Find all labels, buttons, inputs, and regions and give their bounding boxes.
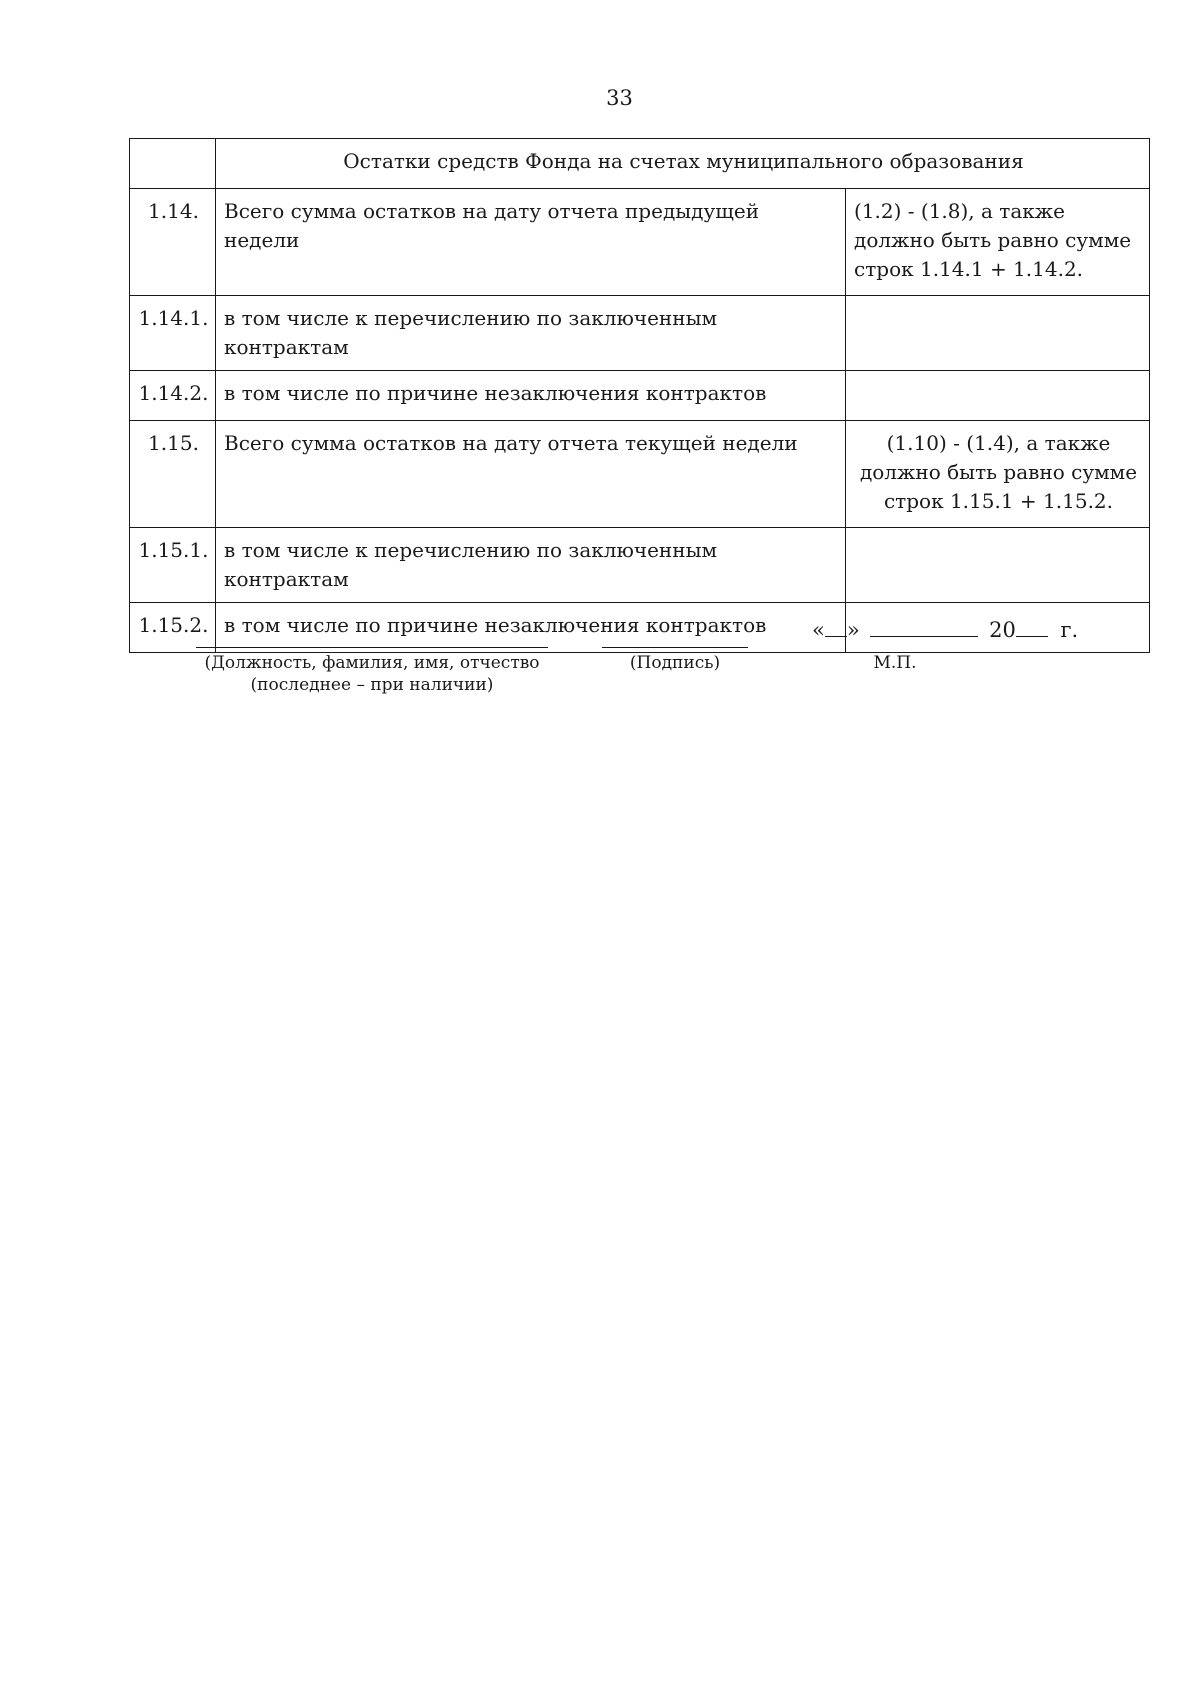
position-name-caption xyxy=(196,652,548,696)
row-number: 1.15. xyxy=(130,421,216,528)
row-number: 1.15.2. xyxy=(130,603,216,653)
table-row xyxy=(130,296,1150,371)
row-formula: (1.2) - (1.8), а также должно быть равно сумме строк 1.14.1 + 1.14.2. xyxy=(846,189,1150,296)
row-formula xyxy=(846,371,1150,421)
year-suffix: г. xyxy=(1060,618,1079,642)
row-number: 1.15.1. xyxy=(130,528,216,603)
position-caption-line2: (последнее – при наличии) xyxy=(250,675,494,695)
row-formula xyxy=(846,296,1150,371)
year-blank xyxy=(1016,618,1048,637)
table-row xyxy=(130,371,1150,421)
stamp-label: М.П. xyxy=(873,653,917,673)
row-label: в том числе по причине незаключения контрактов xyxy=(216,603,846,653)
row-label: Всего сумма остатков на дату отчета предыдущей недели xyxy=(216,189,846,296)
row-number: 1.14.1. xyxy=(130,296,216,371)
table-row xyxy=(130,421,1150,528)
row-label: Всего сумма остатков на дату отчета текущей недели xyxy=(216,421,846,528)
position-caption-line1: (Должность, фамилия, имя, отчество xyxy=(204,653,540,673)
row-label: в том числе к перечислению по заключенным контрактам xyxy=(216,528,846,603)
signature-caption: (Подпись) xyxy=(629,653,721,673)
row-formula xyxy=(846,528,1150,603)
row-label: в том числе к перечислению по заключенным контрактам xyxy=(216,296,846,371)
month-blank xyxy=(870,618,978,637)
signature-line xyxy=(602,647,748,648)
report-table xyxy=(129,138,1150,653)
table-row xyxy=(130,528,1150,603)
quote-open: « xyxy=(812,618,825,642)
row-label: в том числе по причине незаключения контрактов xyxy=(216,371,846,421)
table-header-row xyxy=(130,139,1150,189)
row-formula: (1.10) - (1.4), а также должно быть равно сумме строк 1.15.1 + 1.15.2. xyxy=(846,421,1150,528)
page-number: 33 xyxy=(606,86,633,110)
row-number: 1.14.2. xyxy=(130,371,216,421)
position-name-line xyxy=(196,647,548,648)
year-prefix: 20 xyxy=(989,618,1016,642)
section-header: Остатки средств Фонда на счетах муниципального образования xyxy=(216,139,1150,189)
row-number: 1.14. xyxy=(130,189,216,296)
table-row xyxy=(130,189,1150,296)
date-field xyxy=(812,618,1078,642)
quote-close: » xyxy=(846,618,860,642)
day-blank xyxy=(825,618,847,637)
header-empty-cell xyxy=(130,139,216,189)
